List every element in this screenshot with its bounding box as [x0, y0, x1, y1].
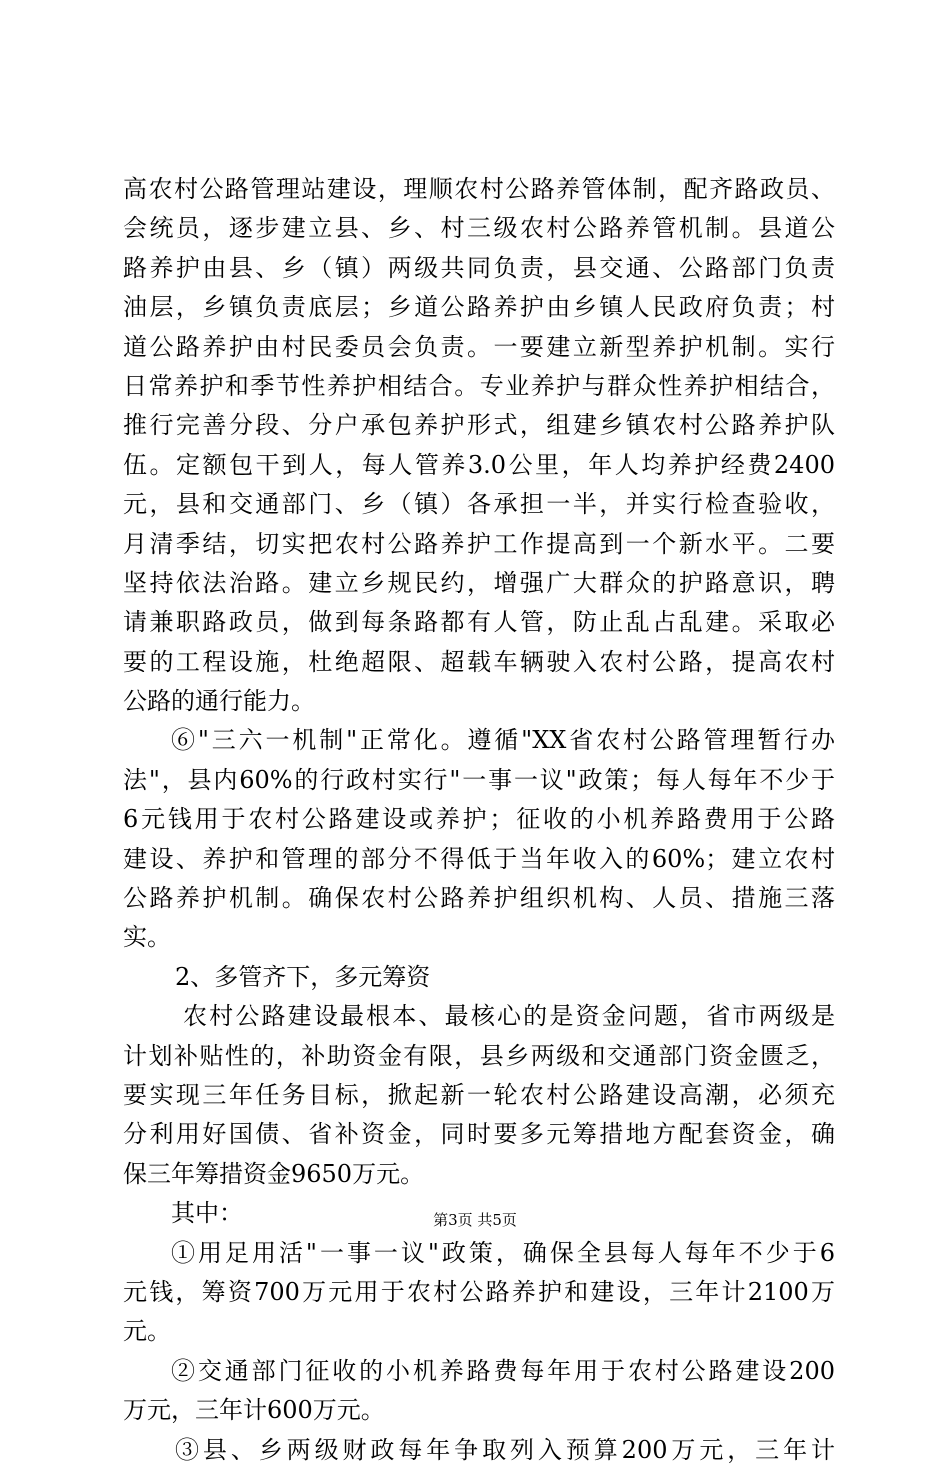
list-item: ②交通部门征收的小机养路费每年用于农村公路建设200	[171, 1356, 835, 1385]
text-line: 公路养护机制。确保农村公路养护组织机构、人员、措施三落	[123, 884, 835, 913]
text-line: 万元，三年计600万元。	[123, 1396, 385, 1425]
text-line: 建设、养护和管理的部分不得低于当年收入的60%；建立农村	[123, 844, 835, 873]
text-line: 月清季结，切实把农村公路养护工作提高到一个新水平。二要	[123, 529, 835, 558]
text-line: 坚持依法治路。建立乡规民约，增强广大群众的护路意识，聘	[123, 568, 835, 597]
text-line: 推行完善分段、分户承包养护形式，组建乡镇农村公路养护队	[123, 411, 835, 440]
text-line: 请兼职路政员，做到每条路都有人管，防止乱占乱建。采取必	[123, 608, 835, 637]
document-body	[123, 170, 835, 1470]
text-line: 保三年筹措资金9650万元。	[123, 1159, 425, 1188]
text-line: 分利用好国债、省补资金，同时要多元筹措地方配套资金，确	[123, 1120, 835, 1149]
page-number-footer: 第3页 共5页	[433, 1211, 517, 1229]
text-line: 公路的通行能力。	[123, 687, 315, 716]
section-heading: 2、多管齐下，多元筹资	[175, 962, 431, 991]
text-line: ⑥"三六一机制"正常化。遵循"XX省农村公路管理暂行办	[171, 726, 835, 755]
text-line: 其中：	[171, 1199, 243, 1228]
text-line: 元钱，筹资700万元用于农村公路养护和建设，三年计2100万	[123, 1277, 835, 1306]
text-line: 要实现三年任务目标，掀起新一轮农村公路建设高潮，必须充	[123, 1080, 835, 1109]
list-item: ③县、乡两级财政每年争取列入预算200万元，三年计	[175, 1435, 835, 1464]
text-line: 法"，县内60%的行政村实行"一事一议"政策；每人每年不少于	[123, 765, 835, 794]
text-line: 伍。定额包干到人，每人管养3.0公里，年人均养护经费2400	[123, 450, 835, 479]
text-line: 日常养护和季节性养护相结合。专业养护与群众性养护相结合，	[123, 371, 835, 400]
text-line: 道公路养护由村民委员会负责。一要建立新型养护机制。实行	[123, 332, 835, 361]
text-line: 会统员，逐步建立县、乡、村三级农村公路养管机制。县道公	[123, 214, 835, 243]
text-line: 计划补贴性的，补助资金有限，县乡两级和交通部门资金匮乏，	[123, 1041, 835, 1070]
text-line: 油层，乡镇负责底层；乡道公路养护由乡镇人民政府负责；村	[123, 293, 835, 322]
text-line: 6元钱用于农村公路建设或养护；征收的小机养路费用于公路	[123, 805, 835, 834]
text-line: 元。	[123, 1317, 171, 1346]
text-line: 要的工程设施，杜绝超限、超载车辆驶入农村公路，提高农村	[123, 647, 835, 676]
text-line: 实。	[123, 923, 171, 952]
list-item: ①用足用活"一事一议"政策，确保全县每人每年不少于6	[171, 1238, 835, 1267]
text-line: 路养护由县、乡（镇）两级共同负责，县交通、公路部门负责	[123, 253, 835, 282]
text-line: 高农村公路管理站建设，理顺农村公路养管体制，配齐路政员、	[123, 175, 835, 203]
text-line: 元，县和交通部门、乡（镇）各承担一半，并实行检查验收，	[123, 490, 835, 519]
text-line: 农村公路建设最根本、最核心的是资金问题，省市两级是	[183, 1002, 835, 1031]
